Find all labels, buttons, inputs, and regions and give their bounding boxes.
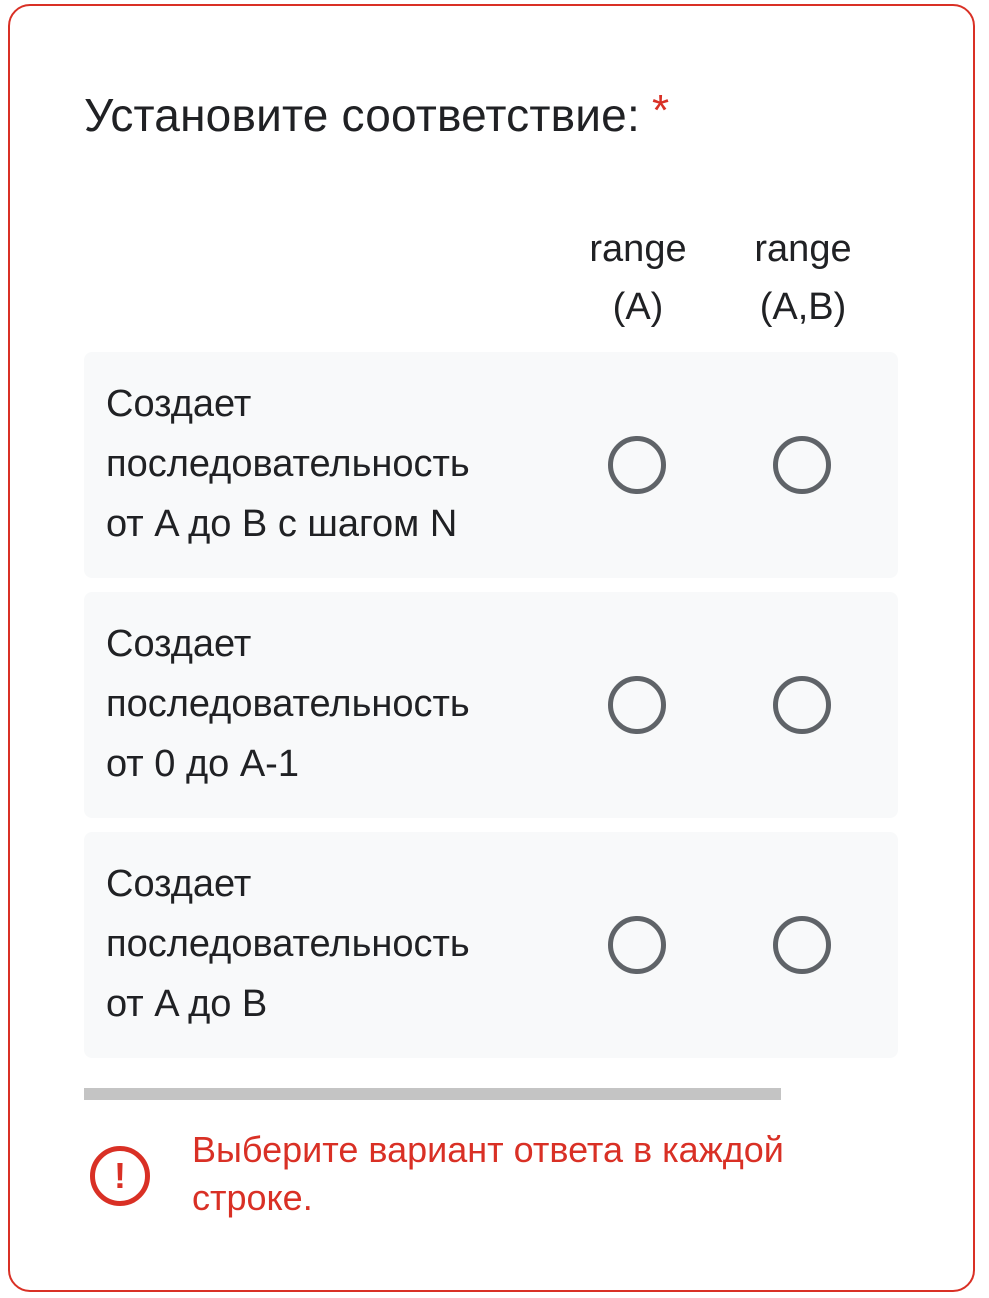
- error-message-line1: Выберите вариант ответа в каждой: [192, 1129, 784, 1170]
- row-label-line2: последовательность: [106, 683, 470, 725]
- row-label-line3: от A до B с шагом N: [106, 503, 458, 545]
- row-label-line2: последовательность: [106, 923, 470, 965]
- row-label-line1: Создает: [106, 383, 252, 425]
- question-card: [8, 4, 975, 1292]
- error-icon-glyph: !: [114, 1155, 126, 1196]
- question-title-text: Установите соответствие:: [84, 89, 640, 141]
- radio-row2-range-ab[interactable]: [773, 676, 831, 734]
- radio-row3-range-a[interactable]: [608, 916, 666, 974]
- row-label-line1: Создает: [106, 623, 252, 665]
- grid-row-3: [84, 832, 898, 1058]
- column-header-line1: range: [589, 228, 687, 270]
- radio-row2-range-a[interactable]: [608, 676, 666, 734]
- required-asterisk: *: [651, 86, 670, 135]
- row-label-line3: от 0 до A-1: [106, 743, 299, 785]
- radio-row1-range-a[interactable]: [608, 436, 666, 494]
- row-label: [106, 614, 576, 794]
- error-icon: [90, 1146, 150, 1206]
- column-header-range-ab: [728, 220, 878, 336]
- row-label-line2: последовательность: [106, 443, 470, 485]
- grid-row-2: [84, 592, 898, 818]
- column-header-line2: (A): [612, 286, 664, 328]
- radio-row1-range-ab[interactable]: [773, 436, 831, 494]
- error-message: [192, 1126, 892, 1222]
- radio-row3-range-ab[interactable]: [773, 916, 831, 974]
- row-label: [106, 854, 576, 1034]
- horizontal-scrollbar[interactable]: [84, 1088, 781, 1100]
- row-label-line3: от A до B: [106, 983, 268, 1025]
- grid-row-1: [84, 352, 898, 578]
- column-header-line1: range: [754, 228, 852, 270]
- question-title: [84, 88, 669, 142]
- column-header-line2: (A,B): [759, 286, 847, 328]
- row-label-line1: Создает: [106, 863, 252, 905]
- row-label: [106, 374, 576, 554]
- error-message-line2: строке.: [192, 1177, 313, 1218]
- column-header-range-a: [563, 220, 713, 336]
